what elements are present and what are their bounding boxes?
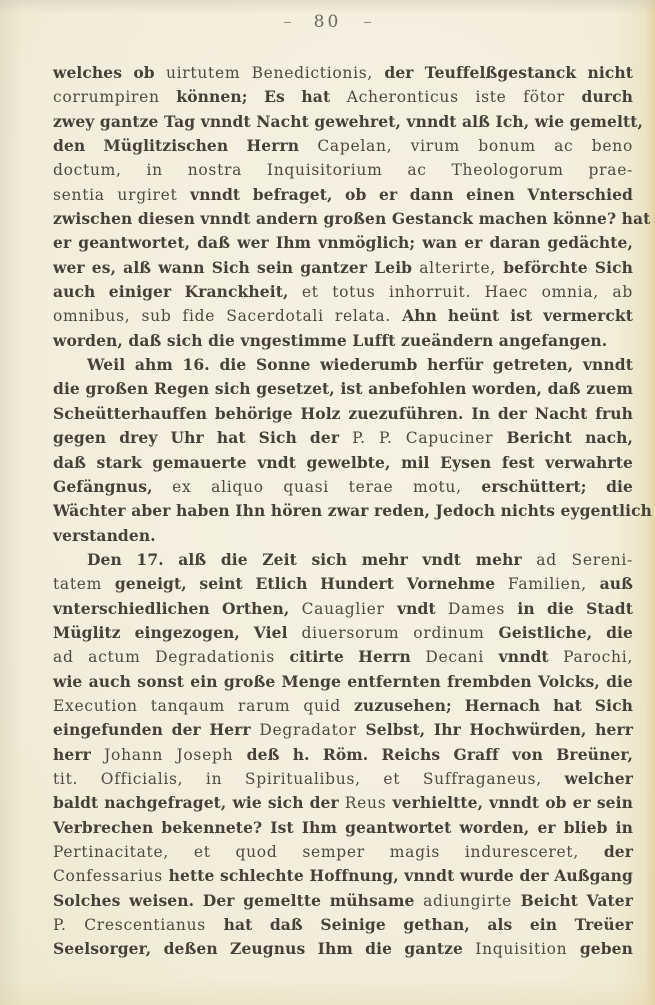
fraktur-text: wer es, alß wann Sich sein gantzer Leib: [53, 257, 420, 277]
fraktur-text: erschüttert; die: [481, 476, 634, 496]
antiqua-text: Acheronticus iste fötor: [346, 88, 582, 107]
text-line: [53, 207, 651, 231]
fraktur-text: welches ob: [53, 63, 166, 82]
fraktur-text: die großen Regen sich gesetzet, ist anbefohlen worden, daß zuem: [53, 379, 633, 399]
text-line: [53, 791, 633, 815]
fraktur-text: hette schlechte Hoffnung, vnndt wurde der Außgang: [168, 866, 633, 886]
text-line: [53, 158, 633, 182]
fraktur-text: Müglitz eingezogen, Viel: [53, 622, 302, 642]
text-line: [53, 110, 644, 134]
fraktur-text: worden, daß sich die vngestimme Lufft zueändern angefangen.: [53, 330, 608, 350]
fraktur-text: Selbst, Ihr Hochwürden, herr: [365, 720, 633, 740]
antiqua-text: Execution tanqaum rarum quid: [53, 696, 354, 715]
header-dash-left: –: [283, 12, 292, 32]
antiqua-text: corrumpiren: [53, 88, 177, 107]
fraktur-text: Verbrechen bekennete? Ist Ihm geantwortet worden, er blieb in: [53, 817, 633, 837]
antiqua-text: alterirte,: [419, 258, 504, 277]
antiqua-text: Cauaglier: [301, 599, 398, 618]
text-line: [53, 304, 633, 328]
fraktur-text: vnndt: [498, 647, 564, 667]
antiqua-text: P. P. Capuciner: [352, 429, 507, 448]
fraktur-text: Scheütterhauffen behörige Holz zuezuführen. In der Nacht fruh: [53, 403, 633, 423]
fraktur-text: der: [603, 842, 633, 861]
text-line: [53, 840, 633, 864]
fraktur-text: Ahn heünt ist vermerckt: [402, 306, 634, 326]
fraktur-text: auch einiger Kranckheit,: [53, 282, 302, 302]
text-line: [53, 670, 633, 694]
text-line: [53, 377, 633, 401]
fraktur-text: citirte Herrn: [289, 647, 426, 667]
fraktur-text: baldt nachgefraget, wie sich der: [53, 793, 345, 813]
antiqua-text: Capelan, virum bonum ac beno: [317, 137, 633, 156]
text-line: [53, 231, 633, 255]
fraktur-text: den Müglitzischen Herrn: [53, 136, 318, 156]
antiqua-text: ex aliquo quasi terae motu,: [172, 477, 482, 496]
fraktur-text: beförchte Sich: [503, 257, 633, 277]
antiqua-text: Pertinacitate, et quod semper magis induresceret,: [53, 843, 604, 861]
antiqua-text: tatem: [53, 575, 115, 594]
antiqua-text: uirtutem Benedictionis,: [165, 64, 385, 82]
text-line: [53, 499, 653, 523]
antiqua-text: P. Crescentianus: [53, 916, 224, 935]
text-line: [53, 937, 633, 961]
text-line: [53, 426, 633, 450]
fraktur-text: zwey gantze Tag vnndt Nacht gewehret, vnndt alß Ich, wie gemeltt,: [53, 111, 644, 131]
text-line: [53, 61, 633, 85]
text-line: [53, 597, 633, 621]
antiqua-text: Johann Joseph: [104, 745, 247, 764]
antiqua-text: Familien,: [507, 575, 600, 594]
fraktur-text: Wächter aber haben Ihn hören zwar reden, Jedoch nichts eygentlich: [53, 501, 653, 521]
fraktur-text: herr: [53, 744, 105, 764]
antiqua-text: diuersorum ordinum: [301, 623, 499, 642]
antiqua-text: ad actum Degradationis: [53, 648, 290, 667]
text-line: [53, 913, 633, 937]
antiqua-text: et totus inhorruit. Haec omnia, ab: [301, 283, 633, 302]
antiqua-text: Decani: [425, 648, 499, 667]
fraktur-text: Gefängnus,: [53, 476, 173, 496]
text-block: [53, 61, 653, 962]
fraktur-text: vnterschiedlichen Orthen,: [53, 598, 302, 618]
antiqua-text: omnibus, sub fide Sacerdotali relata.: [53, 307, 403, 326]
page-number: 80: [313, 12, 342, 32]
fraktur-text: Geistliche, die: [498, 622, 633, 642]
text-line: [53, 816, 633, 840]
antiqua-text: Inquisition: [475, 940, 580, 959]
antiqua-text: tit. Officialis, in Spiritualibus, et Suffraganeus,: [53, 769, 565, 788]
antiqua-text: Parochi,: [563, 648, 633, 667]
fraktur-text: gegen drey Uhr hat Sich der: [53, 428, 353, 448]
fraktur-text: verhieltte, vnndt ob er sein: [392, 793, 633, 813]
text-line: [53, 256, 633, 280]
fraktur-text: können; Es hat: [176, 87, 347, 107]
page-header: [0, 12, 655, 32]
fraktur-text: verstanden.: [53, 525, 156, 545]
fraktur-text: daß stark gemauerte vndt gewelbte, mil Eysen fest verwahrte: [53, 452, 633, 472]
fraktur-text: auß: [599, 574, 633, 594]
text-line: [53, 889, 633, 913]
antiqua-text: doctum, in nostra Inquisitorium ac Theologorum prae-: [53, 161, 633, 180]
antiqua-text: Reus: [344, 794, 393, 813]
fraktur-text: hat daß Seinige gethan, als ein Treüer: [223, 915, 633, 935]
fraktur-text: Solches weisen. Der gemeltte mühsame: [53, 890, 424, 910]
text-line: [53, 280, 633, 304]
fraktur-text: deß h. Röm. Reichs Graff von Breüner,: [246, 744, 633, 764]
fraktur-text: der Teuffelßgestanck nicht: [384, 63, 633, 82]
fraktur-text: Beicht Vater: [520, 890, 633, 910]
text-line: [53, 134, 633, 158]
fraktur-text: Bericht nach,: [506, 428, 634, 448]
antiqua-text: Confessarius: [53, 867, 169, 886]
text-line: [53, 524, 633, 548]
text-line: [53, 85, 633, 109]
text-line: [53, 694, 633, 718]
antiqua-text: Degradator: [259, 721, 366, 740]
text-line: [53, 353, 633, 377]
text-line: [53, 645, 633, 669]
fraktur-text: geben: [579, 939, 633, 959]
text-line: [53, 767, 633, 791]
fraktur-text: zuzusehen; Hernach hat Sich: [353, 695, 633, 715]
header-dash-right: –: [363, 12, 372, 32]
fraktur-text: welcher: [564, 768, 633, 788]
fraktur-text: zwischen diesen vnndt andern großen Gestanck machen könne? hat: [53, 209, 651, 229]
fraktur-text: wie auch sonst ein große Menge entfernten frembden Volcks, die: [53, 671, 633, 691]
fraktur-text: durch: [581, 87, 633, 107]
fraktur-text: geneigt, seint Etlich Hundert Vornehme: [114, 574, 508, 594]
fraktur-text: eingefunden der Herr: [53, 720, 260, 740]
text-line: [53, 572, 633, 596]
text-line: [53, 183, 633, 207]
text-line: [53, 451, 633, 475]
text-line: [53, 718, 633, 742]
fraktur-text: vnndt befraget, ob er dann einen Vnterschied: [190, 184, 633, 204]
text-line: [53, 864, 633, 888]
fraktur-text: Weil ahm 16. die Sonne wiederumb herfür getreten, vnndt: [87, 355, 633, 375]
text-line: [53, 548, 633, 572]
antiqua-text: Dames: [447, 599, 518, 618]
fraktur-text: in die Stadt: [517, 598, 633, 618]
antiqua-text: adiungirte: [423, 891, 521, 910]
text-line: [53, 621, 633, 645]
text-line: [53, 329, 633, 353]
fraktur-text: Den 17. alß die Zeit sich mehr vndt mehr: [87, 549, 537, 569]
fraktur-text: Seelsorger, deßen Zeugnus Ihm die gantze: [53, 939, 476, 959]
text-line: [53, 743, 633, 767]
text-line: [53, 475, 633, 499]
text-line: [53, 402, 633, 426]
antiqua-text: ad Sereni-: [536, 550, 633, 569]
fraktur-text: er geantwortet, daß wer Ihm vnmöglich; wan er daran gedächte,: [53, 233, 633, 253]
fraktur-text: vndt: [397, 598, 448, 618]
antiqua-text: sentia urgiret: [53, 185, 191, 204]
